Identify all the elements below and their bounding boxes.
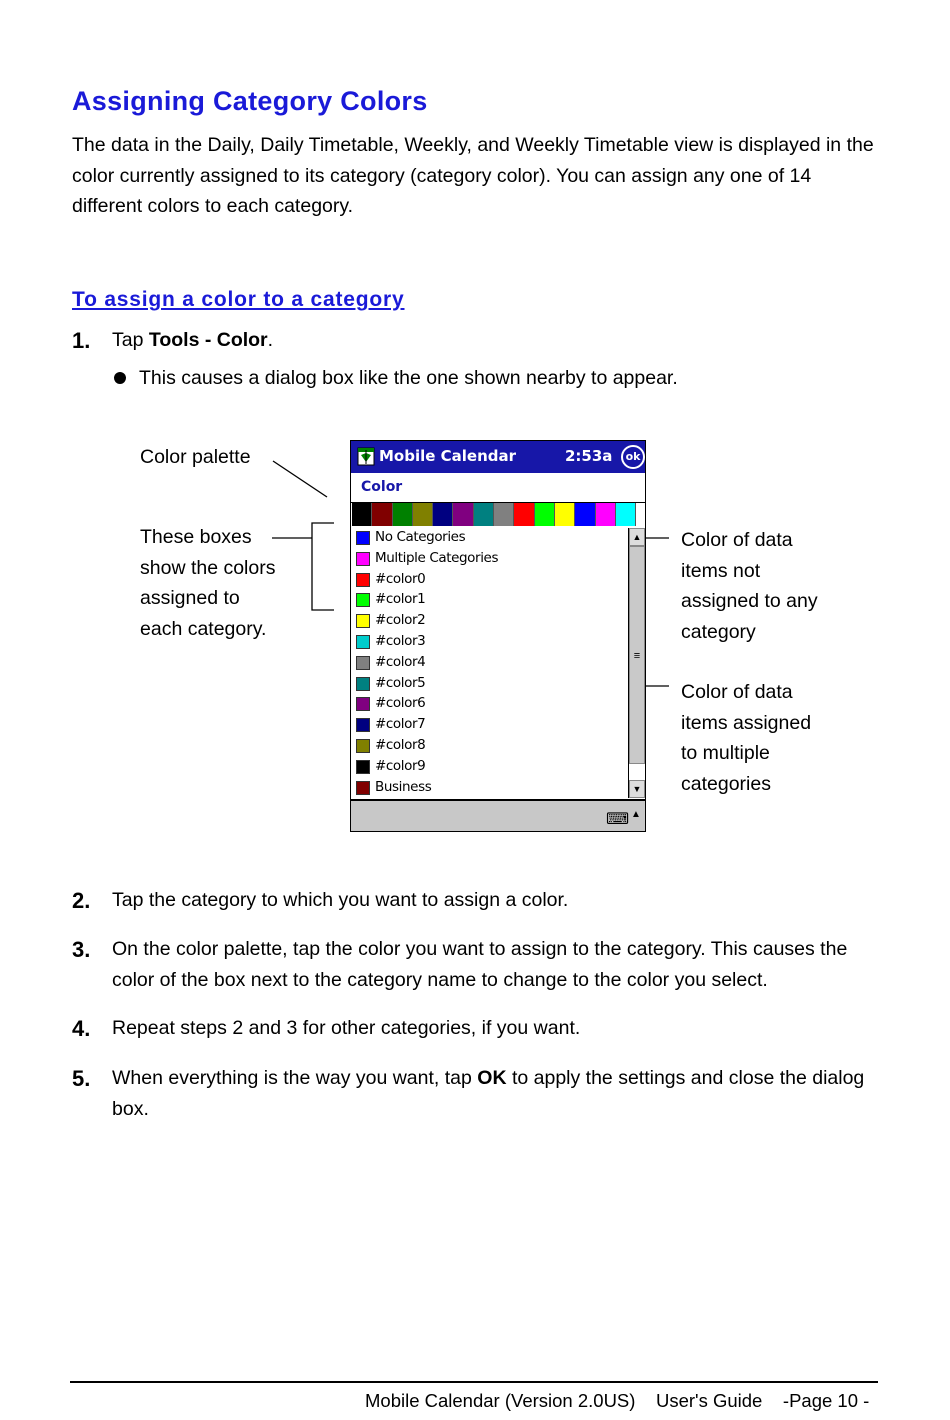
category-label: #color7	[375, 716, 426, 733]
ok-button[interactable]: ok	[621, 445, 645, 469]
list-item[interactable]	[351, 550, 627, 571]
category-color-box	[356, 697, 370, 711]
title-bar	[351, 441, 645, 473]
bullet-text: This causes a dialog box like the one shown nearby to appear.	[139, 367, 678, 389]
list-item[interactable]	[351, 716, 627, 737]
step-2-text: Tap the category to which you want to assign a color.	[112, 889, 569, 911]
palette-swatch[interactable]	[514, 503, 534, 526]
category-label: #color2	[375, 612, 426, 629]
palette-swatch[interactable]	[555, 503, 575, 526]
palette-swatch[interactable]	[372, 503, 392, 526]
list-item[interactable]	[351, 779, 627, 800]
category-label: #color1	[375, 591, 426, 608]
palette-swatch[interactable]	[494, 503, 514, 526]
category-color-box	[356, 781, 370, 795]
dialog-heading: Color	[361, 479, 403, 495]
palette-swatch[interactable]	[433, 503, 453, 526]
color-dialog	[350, 440, 646, 832]
intro-paragraph: The data in the Daily, Daily Timetable, Weekly, and Weekly Timetable view is displayed in the color currently assigned to its category (category color). You can assign any one of 14 different colors to each category.	[72, 134, 874, 217]
category-color-box	[356, 573, 370, 587]
list-item[interactable]	[351, 591, 627, 612]
category-label: #color8	[375, 736, 426, 753]
category-color-box	[356, 531, 370, 545]
step-2-number: 2.	[72, 888, 91, 913]
list-item[interactable]	[351, 737, 627, 758]
callout-category-boxes: These boxes show the colors assigned to each category.	[140, 526, 276, 640]
palette-swatch[interactable]	[474, 503, 494, 526]
category-color-box	[356, 739, 370, 753]
list-item[interactable]	[351, 695, 627, 716]
palette-swatch[interactable]	[453, 503, 473, 526]
callout-multiple: Color of data items assigned to multiple categories	[681, 681, 812, 795]
category-color-box	[356, 614, 370, 628]
list-item[interactable]	[351, 571, 627, 592]
list-item[interactable]	[351, 529, 627, 550]
palette-swatch[interactable]	[535, 503, 555, 526]
palette-swatch[interactable]	[575, 503, 595, 526]
category-list	[351, 529, 627, 799]
step-3-text: On the color palette, tap the color you want to assign to the category. This causes the color of the box next to the category name to change to the color you select.	[112, 938, 848, 991]
category-color-box	[356, 552, 370, 566]
category-color-box	[356, 593, 370, 607]
list-item[interactable]	[351, 654, 627, 675]
step-4-text: Repeat steps 2 and 3 for other categories, if you want.	[112, 1017, 581, 1039]
step-5-text: When everything is the way you want, tap OK to apply the settings and close the dialog box.	[112, 1067, 865, 1120]
category-color-box	[356, 677, 370, 691]
footer: Mobile Calendar (Version 2.0US) User's Guide -Page 10 -	[365, 1390, 870, 1411]
category-label: No Categories	[375, 529, 466, 545]
list-item[interactable]	[351, 675, 627, 696]
palette-swatch[interactable]	[393, 503, 413, 526]
section-heading: To assign a color to a category	[72, 288, 405, 311]
scroll-up-icon[interactable]: ▲	[629, 528, 645, 546]
palette-swatch[interactable]	[596, 503, 616, 526]
clock[interactable]: 2:53a	[565, 447, 613, 465]
category-color-box	[356, 635, 370, 649]
app-title: Mobile Calendar	[379, 447, 517, 465]
scroll-down-icon[interactable]: ▼	[629, 780, 645, 798]
palette-swatch[interactable]	[616, 503, 636, 526]
category-label: #color0	[375, 570, 426, 587]
input-menu-arrow-icon[interactable]: ▲	[631, 809, 641, 820]
palette-swatch[interactable]	[352, 503, 372, 526]
category-label: Business	[375, 778, 432, 795]
scroll-thumb[interactable]: ≡	[629, 546, 645, 764]
color-palette	[352, 503, 636, 526]
step-1-number: 1.	[72, 328, 91, 353]
category-label: Multiple Categories	[375, 549, 499, 566]
callout-color-palette: Color palette	[140, 446, 251, 468]
list-item[interactable]	[351, 612, 627, 633]
list-item[interactable]	[351, 758, 627, 779]
footer-rule	[70, 1381, 878, 1383]
palette-swatch[interactable]	[413, 503, 433, 526]
category-label: #color9	[375, 757, 426, 774]
step-4-number: 4.	[72, 1016, 91, 1041]
category-label: #color5	[375, 674, 426, 691]
category-color-box	[356, 656, 370, 670]
scrollbar[interactable]	[628, 528, 645, 798]
calendar-logo-icon	[357, 446, 375, 466]
keyboard-icon[interactable]: ⌨	[606, 811, 630, 828]
step-5-number: 5.	[72, 1066, 91, 1091]
category-label: #color4	[375, 653, 426, 670]
list-item[interactable]	[351, 633, 627, 654]
page-title: Assigning Category Colors	[72, 86, 428, 116]
category-label: #color3	[375, 632, 426, 649]
command-bar	[351, 799, 645, 831]
callout-not-assigned: Color of data items not assigned to any category	[681, 529, 818, 643]
category-color-box	[356, 718, 370, 732]
step-3-number: 3.	[72, 937, 91, 962]
category-label: #color6	[375, 695, 426, 712]
category-color-box	[356, 760, 370, 774]
step-1-text: Tap Tools - Color.	[112, 329, 274, 351]
